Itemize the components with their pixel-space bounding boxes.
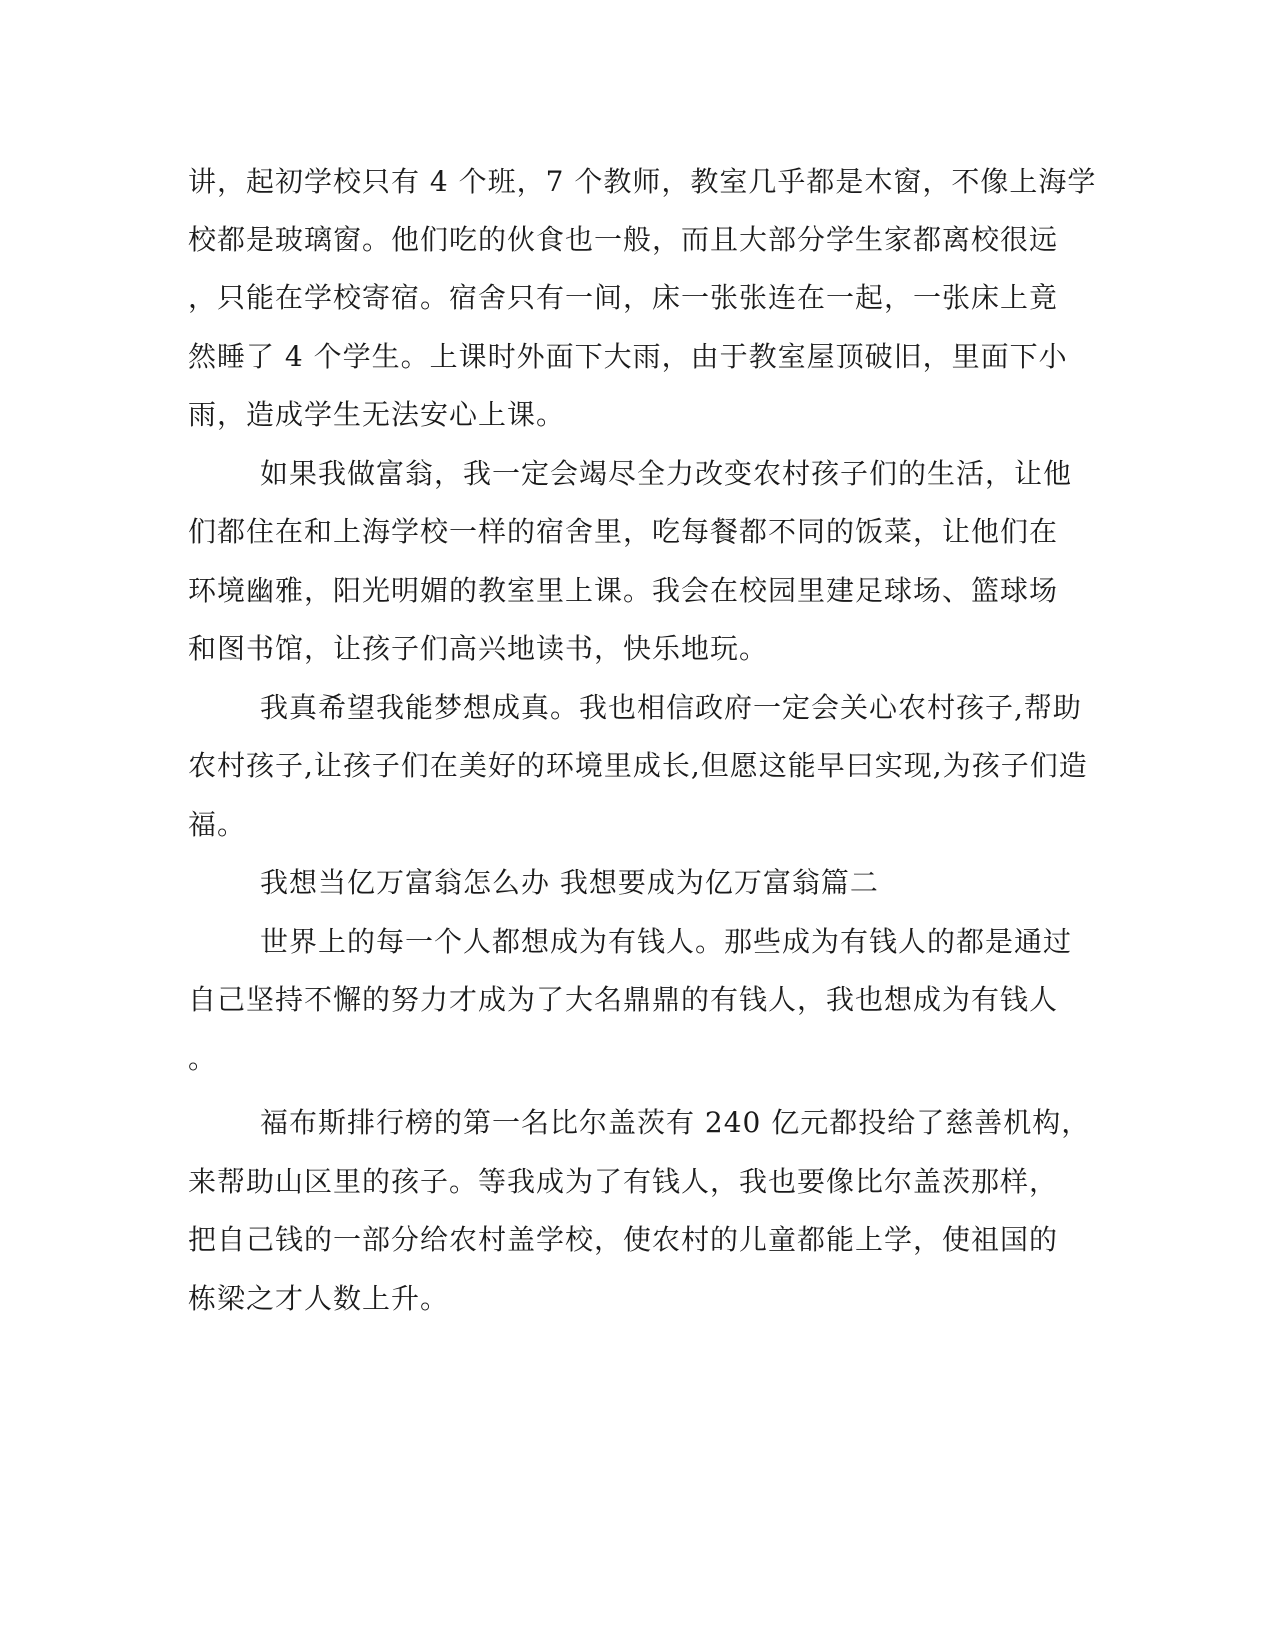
text-line-20: 栋梁之才人数上升。 <box>188 1282 450 1315</box>
text-line-5: 雨，造成学生无法安心上课。 <box>188 398 566 431</box>
text-line-18: 来帮助山区里的孩子。等我成为了有钱人，我也要像比尔盖茨那样， <box>188 1165 1059 1198</box>
text-line-2: 校都是玻璃窗。他们吃的伙食也一般，而且大部分学生家都离校很远 <box>188 223 1059 256</box>
text-line-9: 和图书馆，让孩子们高兴地读书，快乐地玩。 <box>188 632 769 665</box>
text-line-16: 。 <box>188 1042 218 1075</box>
text-line-15: 自己坚持不懈的努力才成为了大名鼎鼎的有钱人，我也想成为有钱人 <box>188 983 1059 1016</box>
text-line-1: 讲，起初学校只有 4 个班，7 个教师，教室几乎都是木窗，不像上海学 <box>188 165 1097 198</box>
text-line-10: 我真希望我能梦想成真。我也相信政府一定会关心农村孩子,帮助 <box>260 691 1082 724</box>
text-line-3: ，只能在学校寄宿。宿舍只有一间，床一张张连在一起，一张床上竟 <box>188 281 1059 314</box>
text-line-6: 如果我做富翁，我一定会竭尽全力改变农村孩子们的生活，让他 <box>260 457 1073 490</box>
text-line-14: 世界上的每一个人都想成为有钱人。那些成为有钱人的都是通过 <box>260 925 1073 958</box>
text-line-12: 福。 <box>188 808 247 841</box>
section-heading: 我想当亿万富翁怎么办 我想要成为亿万富翁篇二 <box>260 866 879 899</box>
text-line-7: 们都住在和上海学校一样的宿舍里，吃每餐都不同的饭菜，让他们在 <box>188 515 1059 548</box>
text-line-17: 福布斯排行榜的第一名比尔盖茨有 240 亿元都投给了慈善机构， <box>260 1106 1091 1139</box>
text-line-19: 把自己钱的一部分给农村盖学校，使农村的儿童都能上学，使祖国的 <box>188 1223 1059 1256</box>
text-line-4: 然睡了 4 个学生。上课时外面下大雨，由于教室屋顶破旧，里面下小 <box>188 340 1068 373</box>
text-line-8: 环境幽雅，阳光明媚的教室里上课。我会在校园里建足球场、篮球场 <box>188 574 1059 607</box>
text-line-11: 农村孩子,让孩子们在美好的环境里成长,但愿这能早曰实现,为孩子们造 <box>188 749 1088 782</box>
